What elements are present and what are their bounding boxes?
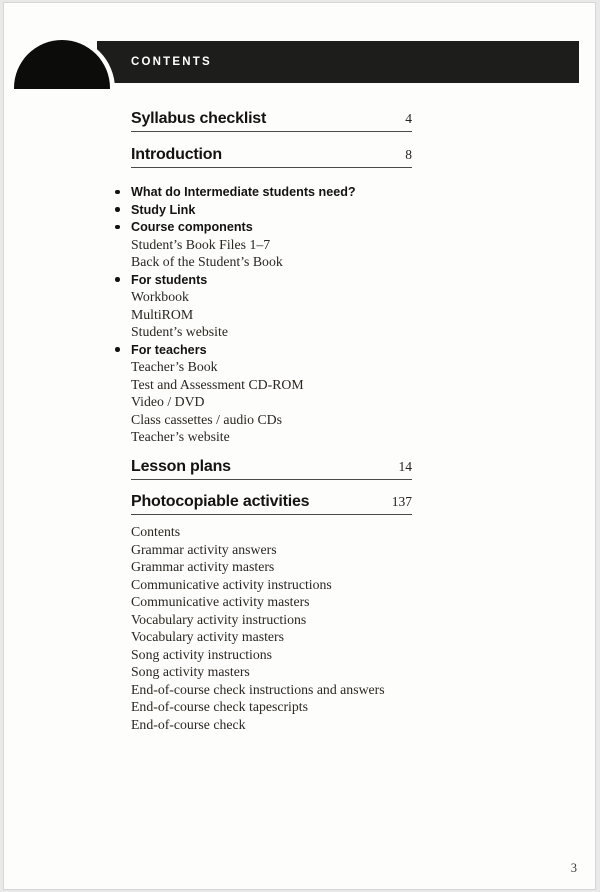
page-title: CONTENTS [131, 56, 212, 68]
toc-item [131, 323, 491, 341]
toc-item-label: Song activity masters [131, 664, 250, 679]
toc-item-label: Teacher’s Book [131, 359, 218, 374]
bullet-icon [115, 207, 120, 212]
toc-section-syllabus-checklist [131, 110, 412, 132]
toc-item [131, 271, 491, 289]
toc-section-title: Lesson plans [131, 458, 231, 475]
toc-section-page: 14 [398, 459, 412, 474]
toc-item-label: Vocabulary activity instructions [131, 611, 307, 627]
toc-item-label: Contents [131, 524, 181, 539]
toc-item [131, 698, 491, 716]
toc-item-label: Communicative activity instructions [131, 576, 332, 592]
toc-item-label: Video / DVD [131, 394, 205, 409]
bullet-icon [115, 225, 120, 230]
toc-item-label: Test and Assessment CD-ROM [131, 376, 304, 392]
introduction-item-list [131, 183, 491, 446]
toc-section-introduction [131, 146, 412, 168]
toc-item-label: Workbook [131, 289, 189, 304]
toc-item-label: Song activity instructions [131, 646, 273, 662]
toc-item [131, 183, 491, 201]
toc-item-label: End-of-course check [131, 716, 246, 732]
toc-section-page: 137 [391, 494, 412, 509]
toc-section-heading [131, 146, 412, 168]
toc-item [131, 663, 491, 681]
toc-item [131, 716, 491, 734]
toc-item-label: Communicative activity masters [131, 594, 310, 609]
toc-item [131, 253, 491, 271]
toc-item [131, 201, 491, 219]
toc-section-lesson-plans [131, 458, 412, 480]
toc-item-label: Student’s website [131, 324, 228, 339]
toc-item [131, 358, 491, 376]
toc-item [131, 428, 491, 446]
bullet-icon [115, 347, 120, 352]
toc-item-label: For teachers [131, 342, 207, 357]
toc-section-heading [131, 110, 412, 132]
toc-item-label: Class cassettes / audio CDs [131, 411, 282, 427]
toc-item-label: Study Link [131, 202, 196, 217]
toc-item [131, 593, 491, 611]
toc-item-label: What do Intermediate students need? [131, 185, 356, 199]
toc-item [131, 681, 491, 699]
toc-item-label: End-of-course check tapescripts [131, 699, 308, 714]
toc-item-label: Grammar activity answers [131, 541, 277, 557]
toc-item [131, 523, 491, 541]
toc-item [131, 558, 491, 576]
photocopiable-item-list [131, 523, 491, 733]
page-number: 3 [570, 861, 577, 875]
toc-item-label: Student’s Book Files 1–7 [131, 236, 271, 252]
toc-item [131, 541, 491, 559]
toc-item-label: Course components [131, 220, 253, 234]
toc-section-title: Syllabus checklist [131, 110, 267, 127]
scanned-book-page [3, 2, 596, 890]
bullet-icon [115, 277, 120, 282]
toc-item [131, 376, 491, 394]
toc-section-page: 4 [405, 111, 412, 126]
toc-section-heading [131, 458, 412, 480]
toc-section-title: Introduction [131, 146, 222, 163]
toc-item-label: Grammar activity masters [131, 559, 275, 574]
toc-section-photocopiable-activities [131, 493, 412, 515]
toc-section-title: Photocopiable activities [131, 493, 310, 510]
toc-section-page: 8 [405, 147, 412, 162]
bullet-icon [115, 190, 120, 195]
toc-item [131, 411, 491, 429]
toc-item [131, 218, 491, 236]
toc-item-label: Back of the Student’s Book [131, 254, 283, 269]
toc-item-label: End-of-course check instructions and answers [131, 681, 385, 697]
toc-item [131, 646, 491, 664]
toc-item [131, 341, 491, 359]
toc-item [131, 576, 491, 594]
toc-item-label: Vocabulary activity masters [131, 629, 284, 644]
toc-item-label: For students [131, 272, 208, 287]
toc-item-label: MultiROM [131, 306, 194, 322]
toc-item [131, 628, 491, 646]
toc-item [131, 611, 491, 629]
toc-item [131, 393, 491, 411]
toc-item [131, 236, 491, 254]
toc-item [131, 288, 491, 306]
toc-item-label: Teacher’s website [131, 429, 230, 444]
toc-item [131, 306, 491, 324]
toc-section-heading [131, 493, 412, 515]
